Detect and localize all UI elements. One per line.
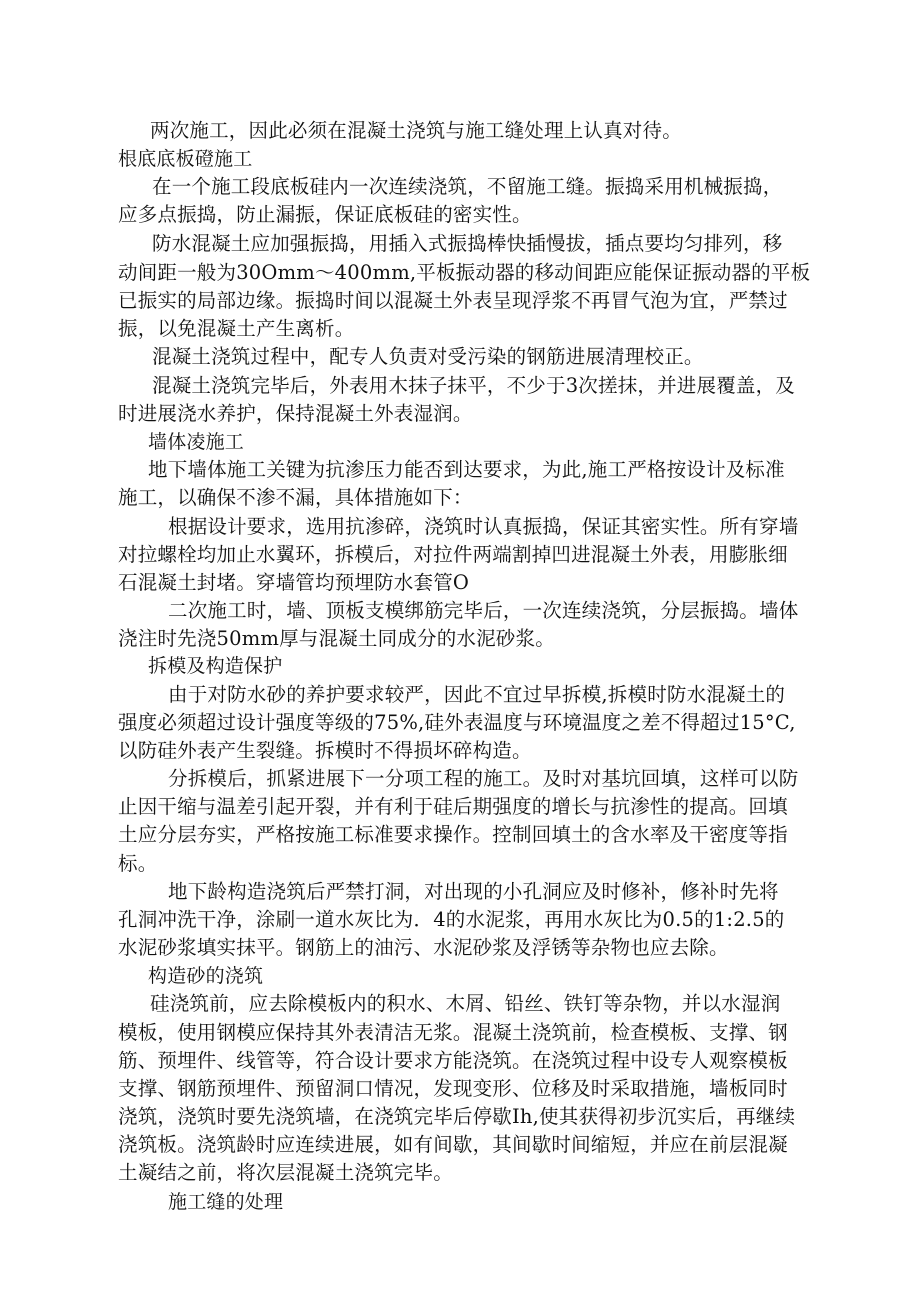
body-text-line: 施工，以确保不渗不漏，具体措施如下： <box>118 486 473 509</box>
body-text-line: 浇筑板。浇筑龄时应连续进展，如有间歇，其间歇时间缩短，并应在前层混凝 <box>118 1133 788 1156</box>
body-text-line: 孔洞冲洗干净，涂刷一道水灰比为．4的水泥浆，再用水灰比为0.5的1:2.5的 <box>118 908 785 931</box>
body-text-line: 已振实的局部边缘。振捣时间以混凝土外表呈现浮浆不再冒气泡为宜，严禁过 <box>118 289 788 312</box>
body-text-line: 浇筑，浇筑时要先浇筑墙，在浇筑完毕后停歇Ih,使其获得初步沉实后，再继续 <box>118 1105 796 1128</box>
body-text-line: 石混凝土封堵。穿墙管均预埋防水套管O <box>118 571 470 594</box>
section-heading: 墙体凌施工 <box>148 431 245 453</box>
body-text-line: 对拉螺栓均加止水翼环，拆模后，对拉件两端割掉凹进混凝土外表，用膨胀细 <box>118 543 788 566</box>
section-heading: 拆模及构造保护 <box>148 655 283 677</box>
body-text-line: 以防硅外表产生裂缝。拆模时不得损坏碎构造。 <box>118 739 532 762</box>
body-text-line: 止因干缩与温差引起开裂，并有利于硅后期强度的增长与抗渗性的提高。回填 <box>118 795 788 818</box>
body-text-line: 防水混凝土应加强振捣，用插入式振捣棒快插慢拔，插点要均匀排列，移 <box>152 232 783 255</box>
body-text-line: 标。 <box>118 852 158 875</box>
body-text-line: 应多点振捣，防止漏振，保证底板硅的密实性。 <box>118 203 532 226</box>
body-text-line: 振，以免混凝土产生离析。 <box>118 317 355 340</box>
section-heading: 施工缝的处理 <box>168 1191 284 1213</box>
body-text-line: 筋、预埋件、线管等，符合设计要求方能浇筑。在浇筑过程中设专人观察模板 <box>118 1049 788 1072</box>
body-text-line: 两次施工，因此必须在混凝土浇筑与施工缝处理上认真对待。 <box>150 119 682 142</box>
body-text-line: 分拆模后，抓紧进展下一分项工程的施工。及时对基坑回填，这样可以防 <box>168 767 799 790</box>
body-text-line: 支撑、钢筋预埋件、预留洞口情况，发现变形、位移及时采取措施，墙板同时 <box>118 1077 788 1100</box>
body-text-line: 水泥砂浆填实抹平。钢筋上的油污、水泥砂浆及浮锈等杂物也应去除。 <box>118 936 729 959</box>
body-text-line: 强度必须超过设计强度等级的75%,硅外表温度与环境温度之差不得超过15°C, <box>118 711 796 734</box>
section-heading: 根底底板磴施工 <box>118 148 253 170</box>
body-text-line: 硅浇筑前，应去除模板内的积水、木屑、铅丝、铁钉等杂物，并以水湿润 <box>150 992 781 1015</box>
body-text-line: 由于对防水砂的养护要求较严，因此不宜过早拆模,拆模时防水混凝土的 <box>168 683 786 706</box>
body-text-line: 二次施工时，墙、顶板支模绑筋完毕后，一次连续浇筑，分层振捣。墙体 <box>168 599 799 622</box>
body-text-line: 地下墙体施工关键为抗渗压力能否到达要求，为此,施工严格按设计及标准 <box>148 458 785 481</box>
body-text-line: 在一个施工段底板硅内一次连续浇筑，不留施工缝。振捣采用机械振捣， <box>152 175 783 198</box>
body-text-line: 混凝土浇筑过程中，配专人负责对受污染的钢筋进展清理校正。 <box>152 345 704 368</box>
body-text-line: 土凝结之前，将次层混凝土浇筑完毕。 <box>118 1161 453 1184</box>
body-text-line: 模板，使用钢模应保持其外表清洁无浆。混凝土浇筑前，检查模板、支撑、钢 <box>118 1021 788 1044</box>
body-text-line: 土应分层夯实，严格按施工标准要求操作。控制回填土的含水率及干密度等指 <box>118 823 788 846</box>
body-text-line: 动间距一般为30Omm～400mm,平板振动器的移动间距应能保证振动器的平板 <box>118 261 811 284</box>
body-text-line: 混凝土浇筑完毕后，外表用木抹子抹平，不少于3次搓抹，并进展覆盖，及 <box>152 374 796 397</box>
body-text-line: 地下龄构造浇筑后严禁打洞，对出现的小孔洞应及时修补，修补时先将 <box>168 880 779 903</box>
body-text-line: 根据设计要求，选用抗渗碎，浇筑时认真振捣，保证其密实性。所有穿墙 <box>168 515 799 538</box>
body-text-line: 浇注时先浇50mm厚与混凝土同成分的水泥砂浆。 <box>118 627 555 650</box>
section-heading: 构造砂的浇筑 <box>148 965 264 987</box>
body-text-line: 时进展浇水养护，保持混凝土外表湿润。 <box>118 402 473 425</box>
